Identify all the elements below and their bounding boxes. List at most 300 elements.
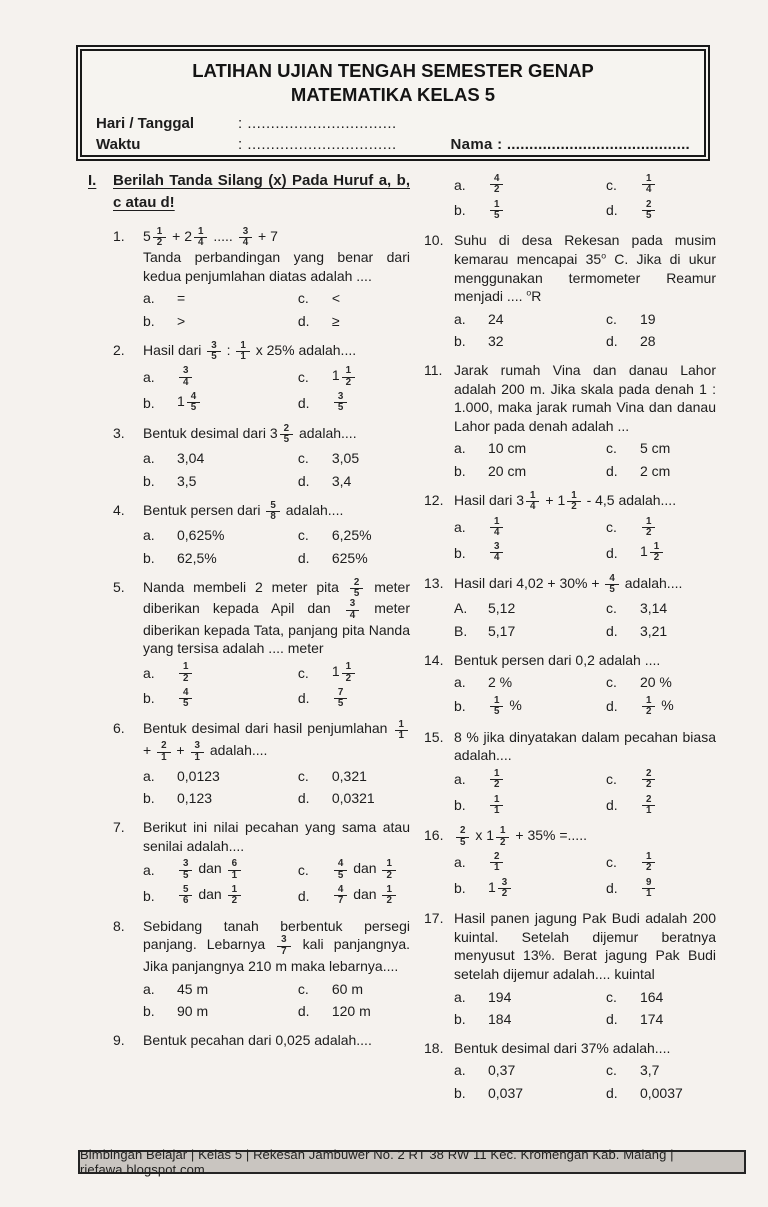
question-number [424,170,454,223]
fraction: $\frac{3}{2}$ [498,878,511,900]
option-letter: c. [297,368,309,385]
option-value: 1 $\frac{3}{2}$ [488,878,513,900]
option-value: $\frac{5}{6}$ dan $\frac{1}{2}$ [177,885,243,907]
fraction: $\frac{3}{4}$ [346,599,359,621]
option-letter: c. [297,861,309,878]
answer-option [454,462,606,481]
answer-option [606,332,716,351]
answer-option [606,794,716,816]
fraction: $\frac{4}{5}$ [187,392,200,414]
answer-option [143,312,298,331]
option-letter: d. [297,690,310,707]
question-item [113,719,410,810]
answer-option [454,310,606,329]
answer-option [298,688,410,710]
question-text: Bentuk desimal dari 3 $\frac{2}{5}$ adalah.... [143,422,357,446]
option-value: 3,05 [331,450,360,467]
question-number: 3. [113,424,125,441]
answer-option [454,794,606,816]
option-letter: a. [454,674,466,691]
option-letter: b. [143,887,155,904]
question-item [424,826,716,901]
question-item [113,818,410,909]
option-letter: a. [454,1062,466,1079]
fraction: $\frac{4}{2}$ [490,174,503,196]
answer-option [454,1010,606,1029]
answer-option [606,1010,716,1029]
answer-option [298,980,410,999]
question-text: Berikut ini nilai pecahan yang sama atau senilai adalah.... [143,819,410,854]
option-value: 1 $\frac{1}{2}$ [332,662,357,684]
degree-symbol: o [601,250,607,261]
fraction: $\frac{1}{4}$ [490,517,503,539]
answer-option [298,289,410,308]
answer-option [298,885,410,907]
date-field-label: Hari / Tanggal [96,115,195,133]
answer-option [143,526,298,545]
fraction: $\frac{1}{2}$ [153,227,166,249]
question-content [454,909,716,1031]
time-field-label: Waktu [96,136,141,154]
fraction: $\frac{1}{5}$ [490,696,503,718]
answer-option [143,449,298,468]
fraction: $\frac{1}{2}$ [228,885,241,907]
option-letter: c. [297,450,309,467]
option-letter: c. [605,1062,617,1079]
answer-option [606,462,716,481]
fraction: $\frac{3}{1}$ [191,741,204,763]
answer-option [606,622,716,641]
answer-option [606,878,716,900]
answer-option [143,662,298,684]
option-value: 6,25% [331,527,372,544]
option-value: 60 m [331,980,363,997]
answer-option [454,673,606,692]
option-value: 1 $\frac{1}{2}$ [332,366,357,388]
question-text: Hasil dari $\frac{3}{5}$ : $\frac{1}{1}$ x 25% adalah.... [143,339,357,363]
option-letter: b. [143,313,155,330]
fraction: $\frac{3}{5}$ [207,341,220,363]
option-value: 2 cm [639,463,671,480]
option-letter: a. [454,518,466,535]
option-value: 3,4 [331,472,352,489]
answer-option [298,549,410,568]
option-letter: d. [297,1003,310,1020]
answer-options [143,978,410,1023]
question-item [424,651,716,720]
option-value: 62,5% [177,549,217,566]
option-letter: d. [605,880,618,897]
option-value: 0,0321 [331,790,375,807]
answer-options [143,660,410,711]
answer-option [606,599,716,618]
option-value: 194 [488,988,512,1005]
answer-option [143,289,298,308]
option-letter: d. [605,1011,618,1028]
question-item [113,424,410,493]
question-number: 7. [113,819,125,836]
option-value: $\frac{1}{5}$ % [488,696,522,718]
option-value: 0,625% [177,527,225,544]
answer-option [454,1084,606,1103]
option-value: 5 cm [639,440,671,457]
time-field-row [96,136,690,153]
option-value: 3,7 [639,1062,660,1079]
answer-option [298,662,410,684]
option-value [488,794,505,816]
option-letter: d. [605,797,618,813]
option-value [640,200,657,222]
question-item [424,231,716,353]
question-number: 6. [113,720,125,737]
answer-option [454,599,606,618]
answer-option [606,439,716,458]
option-letter: a. [454,310,466,327]
question-text: Bentuk persen dari $\frac{5}{8}$ adalah.... [143,499,344,522]
answer-option [454,200,606,222]
question-content [143,424,410,493]
time-field-blank: : ................................ [238,136,397,154]
question-number: 15. [424,728,444,745]
question-content [454,231,716,353]
fraction: $\frac{2}{2}$ [642,769,655,791]
question-item [113,341,410,416]
answer-option [143,1002,298,1021]
answer-option [298,312,410,331]
option-value [488,769,505,791]
answer-option [606,1061,716,1080]
answer-option [143,688,298,710]
fraction: $\frac{1}{2}$ [642,517,655,539]
option-value: $\frac{4}{5}$ dan $\frac{1}{2}$ [332,859,398,881]
question-text: Bentuk pecahan dari 0,025 adalah.... [143,1031,372,1048]
option-letter: b. [454,463,466,480]
fraction: $\frac{3}{5}$ [179,859,192,881]
answer-option [606,1084,716,1103]
fraction: $\frac{4}{5}$ [334,859,347,881]
option-value: 625% [331,549,368,566]
fraction: $\frac{1}{2}$ [179,662,192,684]
question-number: 9. [113,1031,125,1048]
fraction: $\frac{1}{4}$ [526,491,539,513]
fraction: $\frac{1}{5}$ [490,200,503,222]
answer-options [454,308,716,353]
option-value: 0,0123 [177,767,220,784]
question-text: Jarak rumah Vina dan danau Lahor adalah 200 m. Jika skala pada denah 1 : 1.000, maka jarak rumah Vina dan danau Lahor pada denah adalah ... [454,362,716,434]
option-value: 24 [488,310,504,327]
answer-option [298,366,410,388]
option-letter: b. [143,549,155,566]
fraction: $\frac{1}{1}$ [236,341,249,363]
answer-options [143,364,410,415]
option-value: 3,21 [639,623,668,640]
name-field-blank: Nama : ......................................... [450,136,690,154]
answer-option [143,885,298,907]
option-letter: a. [143,767,155,784]
fraction: $\frac{1}{4}$ [642,174,655,196]
option-value: 32 [488,333,504,350]
fraction: $\frac{1}{4}$ [194,227,207,249]
option-letter: d. [605,544,618,561]
question-content [454,574,716,643]
fraction: $\frac{2}{5}$ [350,578,363,600]
answer-options [454,597,716,642]
question-number: 18. [424,1039,444,1056]
answer-option [606,673,716,692]
option-letter: d. [605,698,618,715]
option-value [640,794,657,816]
fraction: $\frac{2}{5}$ [280,424,293,446]
answer-option [143,789,298,808]
fraction: $\frac{3}{4}$ [179,366,192,388]
answer-options [454,671,716,719]
question-number: 11. [424,362,443,379]
fraction: $\frac{3}{7}$ [277,935,290,957]
question-content [454,651,716,720]
option-letter: c. [605,988,617,1005]
option-value: 3,5 [177,472,197,489]
answer-option [606,542,716,564]
option-letter: c. [605,310,617,327]
option-value [488,174,505,196]
answer-options [454,437,716,482]
option-letter: a. [143,861,155,878]
answer-option [298,1002,410,1021]
option-letter: c. [605,854,617,871]
option-letter: b. [454,544,466,561]
options-continuation-block [424,170,716,223]
fraction: $\frac{7}{5}$ [334,688,347,710]
answer-option [454,852,606,874]
answer-options [143,857,410,908]
fraction: $\frac{1}{2}$ [650,542,663,564]
fraction: $\frac{1}{1}$ [490,795,503,817]
option-value: 20 cm [488,463,527,480]
option-value: $\frac{4}{7}$ dan $\frac{1}{2}$ [332,885,398,907]
option-letter: b. [143,790,155,807]
question-text: $\frac{2}{5}$ x 1 $\frac{1}{2}$ + 35% =..... [454,826,716,848]
question-number: 8. [113,917,125,934]
fraction: $\frac{3}{5}$ [334,392,347,414]
answer-options [454,172,716,223]
question-text: Nanda membeli 2 meter pita $\frac{2}{5}$ meter diberikan kepada Apil dan $\frac{3}{4}$ meter diberikan kepada Tata, panjang pita Nanda yang tersisa adalah .... meter [143,576,410,657]
option-letter: c. [297,290,309,307]
question-content [454,826,716,901]
option-letter: c. [297,527,309,544]
fraction: $\frac{4}{5}$ [179,688,192,710]
question-text: Bentuk desimal dari hasil penjumlahan $\frac{1}{1}$ + $\frac{2}{1}$ + $\frac{3}{1}$ adalah.... [143,719,410,762]
option-value [177,662,194,684]
option-letter: a. [143,290,155,307]
option-value: = [177,290,186,307]
option-value [177,688,194,710]
option-letter: c. [605,440,617,457]
answer-option [454,1061,606,1080]
answer-option [606,852,716,874]
option-value [640,516,657,538]
option-letter: b. [454,797,466,813]
question-content [454,170,716,223]
option-value: 0,37 [488,1062,516,1079]
answer-option [143,472,298,491]
option-value: 184 [488,1011,512,1028]
answer-option [143,549,298,568]
option-letter: a. [143,527,155,544]
option-letter: d. [605,333,618,350]
option-value: 5,12 [488,600,516,617]
answer-option [454,174,606,196]
answer-options [143,287,410,332]
option-letter: c. [605,771,617,788]
option-letter: b. [143,394,155,411]
option-letter: d. [297,394,310,411]
option-letter: c. [297,767,309,784]
option-letter: d. [297,790,310,807]
option-value: 0,321 [331,767,367,784]
option-letter: B. [454,623,468,640]
answer-option [454,878,606,900]
option-letter: b. [454,202,466,219]
option-letter: a. [143,664,155,681]
question-text: Hasil dari 4,02 + 30% + $\frac{4}{5}$ adalah.... [454,572,683,596]
question-item [113,917,410,1023]
answer-option [454,439,606,458]
answer-option [606,200,716,222]
option-letter: b. [143,690,155,707]
answer-option [606,988,716,1007]
fraction: $\frac{9}{1}$ [642,878,655,900]
option-letter: b. [454,333,466,350]
option-value: 2 % [488,674,513,691]
left-column [88,170,410,1057]
option-value [488,516,505,538]
question-content [143,719,410,810]
option-letter: c. [605,176,617,193]
exam-header-box [76,45,710,161]
answer-option [454,696,606,718]
question-content [143,578,410,712]
option-letter: d. [297,313,310,330]
option-letter: a. [454,440,466,457]
option-value: 20 % [639,674,672,691]
fraction: $\frac{1}{2}$ [342,366,355,388]
footer-text: Bimbingan Belajar | Kelas 5 | Rekesan Jambuwer No. 2 RT 38 RW 11 Kec. Kromengan Kab. Malang | riefawa.blogspot.com [80,1147,674,1177]
answer-option [606,174,716,196]
fraction: $\frac{3}{4}$ [239,227,252,249]
option-value [640,174,657,196]
option-value [640,769,657,791]
question-item [113,578,410,712]
answer-option [454,542,606,564]
answer-option [143,980,298,999]
option-value: 174 [639,1011,664,1028]
exam-title-line1: LATIHAN UJIAN TENGAH SEMESTER GENAP [192,60,594,81]
answer-option [298,789,410,808]
exam-title-line2: MATEMATIKA KELAS 5 [290,84,496,106]
option-letter: b. [454,880,466,897]
answer-option [298,859,410,881]
option-letter: b. [454,1011,466,1028]
question-content [143,1031,410,1050]
question-text: 8 % jika dinyatakan dalam pecahan biasa adalah.... [454,728,716,764]
question-item [424,491,716,566]
option-value: 3,04 [177,450,205,467]
fraction: $\frac{2}{1}$ [642,795,655,817]
question-text: Sebidang tanah berbentuk persegi panjang. Lebarnya $\frac{3}{7}$ kali panjangnya. Jika panjangnya 210 m maka lebarnya.... [143,917,410,974]
option-value [177,366,194,388]
answer-option [454,622,606,641]
question-text: Hasil dari 3 $\frac{1}{4}$ + 1 $\frac{1}{2}$ - 4,5 adalah.... [454,489,677,513]
option-letter: a. [143,450,155,467]
answer-option [454,988,606,1007]
fraction: $\frac{3}{4}$ [490,542,503,564]
option-letter: A. [454,600,468,617]
question-item [424,1039,716,1105]
question-number: 5. [113,578,125,595]
answer-option [298,767,410,786]
option-value: 90 m [177,1003,209,1020]
option-value: 0,123 [177,790,213,807]
answer-option [454,769,606,791]
question-item [424,574,716,643]
option-value: 0,0037 [639,1085,683,1102]
option-letter: c. [605,518,617,535]
answer-option [298,526,410,545]
right-column [424,170,716,1113]
option-value: 120 m [331,1003,371,1020]
question-number: 1. [113,227,125,244]
fraction: $\frac{2}{1}$ [490,852,503,874]
option-value [640,852,657,874]
answer-option [606,696,716,718]
option-letter: b. [143,1003,155,1020]
fraction: $\frac{4}{5}$ [605,574,618,596]
option-letter: a. [454,176,466,193]
answer-option [606,516,716,538]
answer-options [143,765,410,810]
question-text: Hasil panen jagung Pak Budi adalah 200 kuintal. Setelah dijemur beratnya menyusut 13%. Berat jagung Pak Budi setelah dijemur adalah.... kuintal [454,910,716,983]
option-letter: a. [143,368,155,385]
answer-options [454,767,716,818]
fraction: $\frac{2}{1}$ [157,741,170,763]
option-value: 5,17 [488,623,516,640]
section-instruction: Berilah Tanda Silang (x) Pada Huruf a, b, c atau d! [113,172,410,211]
question-item [113,1031,410,1050]
option-value [488,200,505,222]
fraction: $\frac{1}{2}$ [342,662,355,684]
answer-option [298,392,410,414]
question-text: Suhu di desa Rekesan pada musim kemarau mencapai 35$^o$ C. Jika di ukur menggunakan termometer Reamur menjadi .... $^o$R [454,232,716,305]
section-heading [88,170,410,214]
question-item [424,361,716,483]
option-value: 10 cm [488,440,527,457]
answer-option [606,769,716,791]
question-content [454,491,716,566]
question-number: 10. [424,232,444,249]
option-value: 19 [639,310,656,327]
exam-header-inner [80,49,706,157]
question-number: 2. [113,341,125,358]
question-content [143,501,410,570]
answer-option [143,859,298,881]
degree-symbol: o [526,287,532,298]
fraction: $\frac{6}{1}$ [228,859,241,881]
option-letter: d. [605,202,618,219]
answer-option [454,332,606,351]
date-field-blank: : ................................ [238,115,397,133]
section-number: I. [88,172,97,189]
question-item [113,227,410,333]
